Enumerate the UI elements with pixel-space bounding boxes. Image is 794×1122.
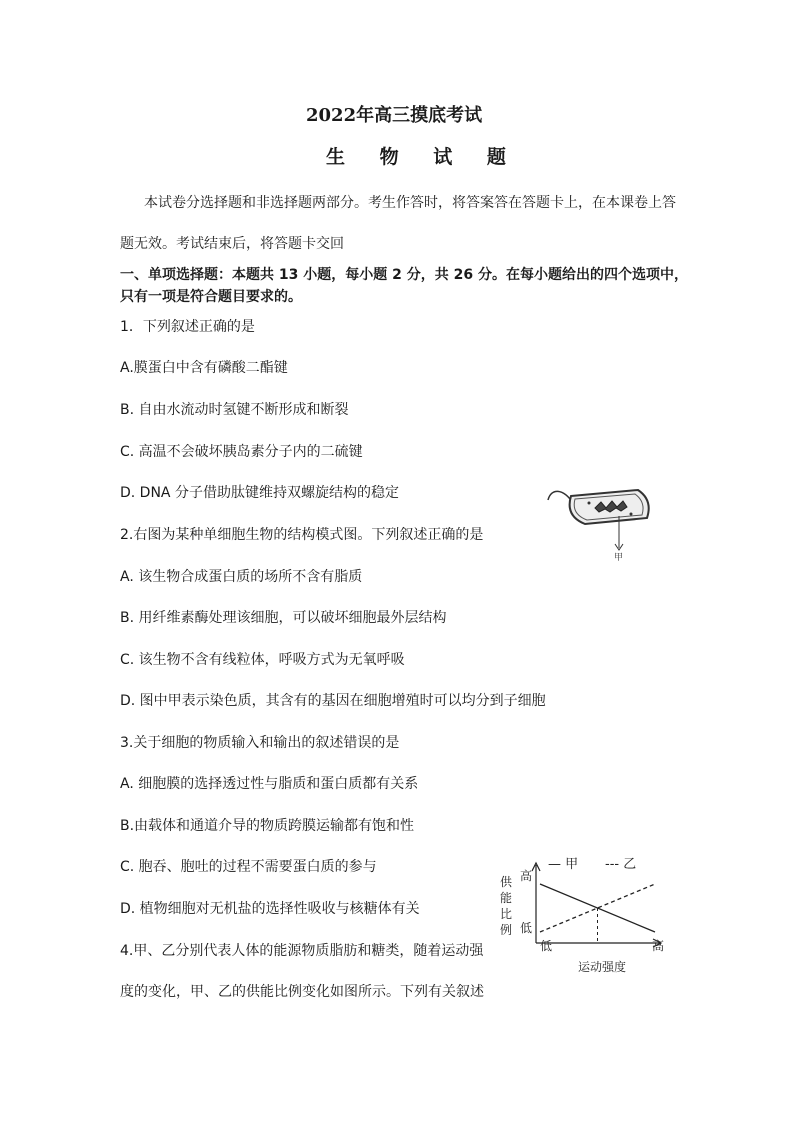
q3-option-c: C. 胞吞、胞吐的过程不需要蛋白质的参与 bbox=[120, 859, 377, 875]
q3-stem: 3.关于细胞的物质输入和输出的叙述错误的是 bbox=[120, 735, 400, 751]
q1-option-c: C. 高温不会破坏胰岛素分子内的二硫键 bbox=[120, 444, 363, 460]
q2-stem: 2.右图为某种单细胞生物的结构模式图。下列叙述正确的是 bbox=[120, 527, 484, 543]
legend-yi: --- 乙 bbox=[605, 857, 637, 872]
q3-option-a: A. 细胞膜的选择透过性与脂质和蛋白质都有关系 bbox=[120, 776, 419, 792]
q2-option-a: A. 该生物合成蛋白质的场所不含有脂质 bbox=[120, 569, 363, 585]
q4-stem-line-1: 4.甲、乙分别代表人体的能源物质脂肪和糖类，随着运动强 bbox=[120, 943, 484, 959]
q1-option-a: A.膜蛋白中含有磷酸二酯键 bbox=[120, 360, 288, 376]
cell-drawing bbox=[548, 490, 649, 563]
x-axis-label: 运动强度 bbox=[578, 960, 627, 974]
y-tick-high: 高 bbox=[520, 869, 533, 883]
y-axis-label-char-2: 能 bbox=[500, 891, 513, 905]
x-tick-low: 低 bbox=[540, 939, 553, 953]
ribosome-dot bbox=[588, 502, 591, 505]
q2-option-d: D. 图中甲表示染色质，其含有的基因在细胞增殖时可以均分到子细胞 bbox=[120, 693, 546, 709]
x-tick-high: 高 bbox=[652, 939, 665, 953]
section-heading-line-1: 一、单项选择题：本题共 13 小题，每小题 2 分，共 26 分。在每小题给出的四个选项中， bbox=[120, 267, 688, 283]
q2-option-c: C. 该生物不含有线粒体，呼吸方式为无氧呼吸 bbox=[120, 652, 405, 668]
q2-option-b: B. 用纤维素酶处理该细胞，可以破坏细胞最外层结构 bbox=[120, 610, 447, 626]
section-heading-line-2: 只有一项是符合题目要求的。 bbox=[120, 289, 302, 305]
series-layer bbox=[540, 884, 655, 943]
q4-stem-line-2: 度的变化，甲、乙的供能比例变化如图所示。下列有关叙述 bbox=[120, 984, 484, 1000]
intro-line-1: 本试卷分选择题和非选择题两部分。考生作答时，将答案答在答题卡上，在本课卷上答 bbox=[144, 195, 676, 211]
intro-line-2: 题无效。考试结束后，将答题卡交回 bbox=[120, 236, 344, 252]
energy-ratio-chart bbox=[490, 850, 680, 980]
cell-structure-figure bbox=[543, 478, 658, 563]
q1-option-d: D. DNA 分子借助肽键维持双螺旋结构的稳定 bbox=[120, 485, 399, 501]
nucleoid bbox=[595, 501, 627, 512]
q1-option-b: B. 自由水流动时氢键不断形成和断裂 bbox=[120, 402, 349, 418]
legend-jia: — 甲 bbox=[548, 857, 579, 872]
q3-option-b: B.由载体和通道介导的物质跨膜运输都有饱和性 bbox=[120, 818, 415, 834]
ribosome-dot bbox=[630, 513, 633, 516]
y-axis-label-char-3: 比 bbox=[500, 907, 513, 921]
subject-title: 生 物 试 题 bbox=[326, 146, 520, 168]
q1-stem: 1．下列叙述正确的是 bbox=[120, 319, 255, 335]
y-axis-label-char-4: 例 bbox=[500, 923, 513, 937]
exam-title: 2022年高三摸底考试 bbox=[306, 105, 483, 126]
y-axis-label-char-1: 供 bbox=[500, 875, 513, 889]
q3-option-d: D. 植物细胞对无机盐的选择性吸收与核糖体有关 bbox=[120, 901, 420, 917]
label-jia: 甲 bbox=[614, 553, 624, 563]
y-tick-low: 低 bbox=[520, 921, 533, 935]
